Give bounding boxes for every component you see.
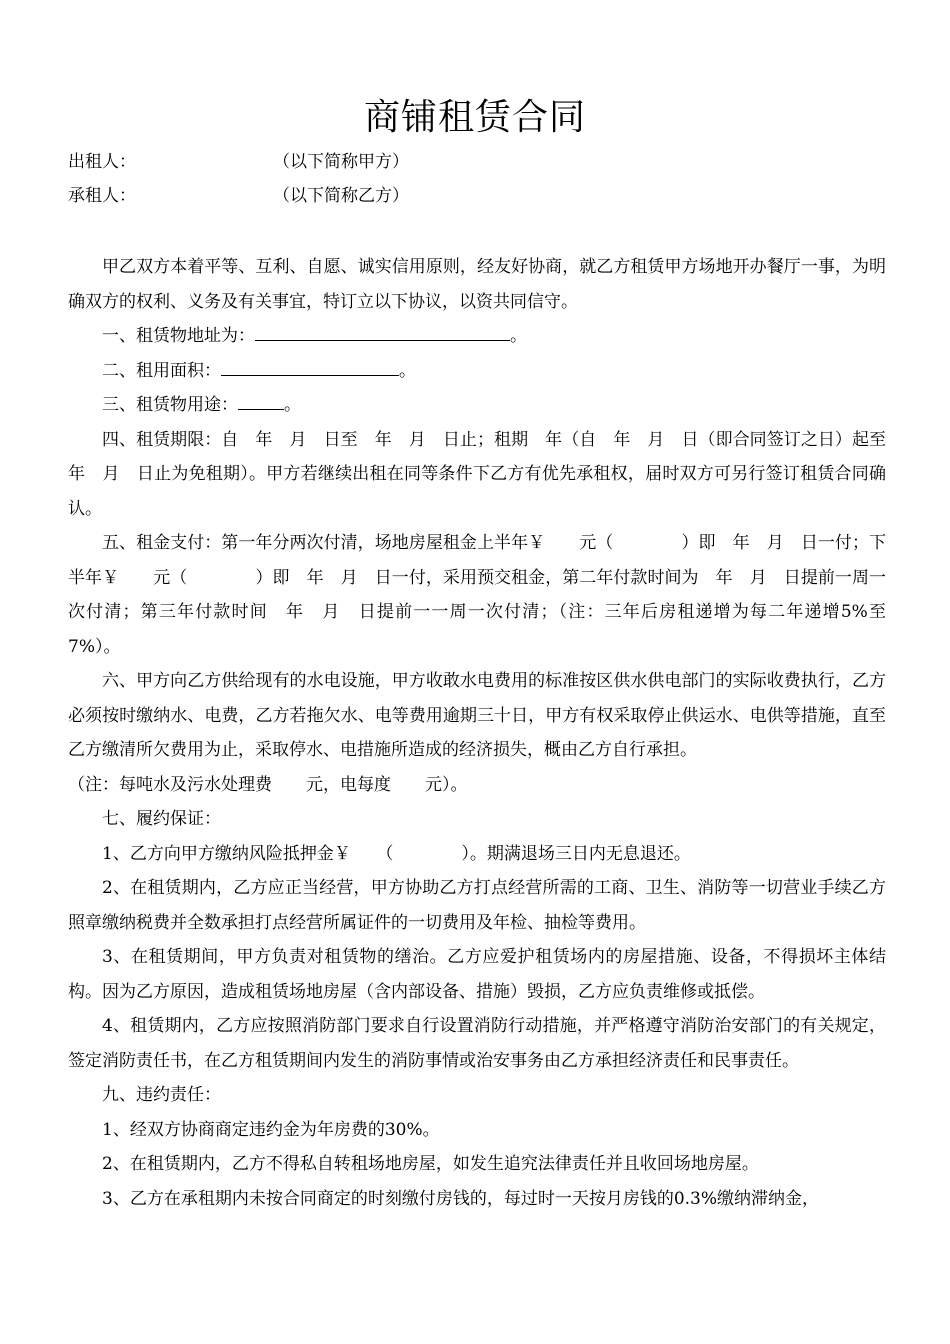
- clause-rent-payment: 五、租金支付：第一年分两次付清，场地房屋租金上半年￥ 元（ ）即 年 月 日一付；下半年￥ 元（ ）即 年 月 日一付，采用预交租金，第二年付款时间为 年 月 日提前一周一次付清；第三年付款时间 年 月 日提前一一周一次付清；（注：三年后房租递增为每二年递增5%至7%）。: [68, 533, 886, 657]
- breach-item-3: 3、乙方在承租期内未按合同商定的时刻缴付房钱的，每过时一天按月房钱的0.3%缴纳滞纳金，: [102, 1188, 820, 1209]
- clause-area-label: 二、租用面积：: [102, 360, 221, 381]
- clause-term: 四、租赁期限：自 年 月 日至 年 月 日止；租期 年（自 年 月 日（即合同签订之日）起至 年 月 日止为免租期）。甲方若继续出租在同等条件下乙方有优先承租权，届时双方可另行签订租赁合同确认。: [68, 429, 903, 519]
- clause-address: [68, 319, 886, 354]
- lessor-line: [68, 150, 409, 174]
- guarantee-item-2: 2、在租赁期内，乙方应正当经营，甲方协助乙方打点经营所需的工商、卫生、消防等一切营业手续乙方照章缴纳税费并全数承担打点经营所属证件的一切费用及年检、抽检等费用。: [68, 878, 886, 933]
- guarantee-item-1: 1、乙方向甲方缴纳风险抵押金￥ （ ）。期满退场三日内无息退还。: [102, 843, 691, 864]
- lessee-line: [68, 184, 409, 208]
- lessor-note: （以下简称甲方）: [273, 152, 409, 172]
- lessee-label: 承租人：: [68, 186, 136, 206]
- clause-breach-heading: 九、违约责任：: [102, 1085, 221, 1105]
- guarantee-item-4: 4、租赁期内，乙方应按照消防部门要求自行设置消防行动措施，并严格遵守消防治安部门的有关规定，签定消防责任书，在乙方租赁期间内发生的消防事情或治安事务由乙方承担经济责任和民事责任。: [68, 1016, 886, 1071]
- clause-address-label: 一、租赁物地址为：: [102, 326, 255, 346]
- lessor-label: 出租人：: [68, 152, 136, 172]
- clause-usage-label: 三、租赁物用途：: [102, 395, 238, 415]
- lessee-note: （以下简称乙方）: [273, 186, 409, 206]
- clause-guarantee-heading: 七、履约保证：: [102, 809, 221, 829]
- clause-area-end: 。: [399, 360, 416, 381]
- document-title: 商铺租赁合同: [363, 97, 586, 138]
- clause-address-end: 。: [510, 326, 527, 346]
- intro-paragraph: 甲乙双方本着平等、互利、自愿、诚实信用原则，经友好协商，就乙方租赁甲方场地开办餐厅一事，为明确双方的权利、义务及有关事宜，特订立以下协议，以资共同信守。: [68, 257, 886, 312]
- guarantee-item-3: 3、在租赁期间，甲方负责对租赁物的缮治。乙方应爱护租赁场内的房屋措施、设备，不得损坏主体结构。因为乙方原因，造成租赁场地房屋（含内部设备、措施）毁损，乙方应负责维修或抵偿。: [68, 947, 886, 1002]
- clause-usage-end: 。: [284, 395, 301, 415]
- contract-body: [68, 250, 903, 1216]
- breach-item-2: 2、在租赁期内，乙方不得私自转租场地房屋，如发生追究法律责任并且收回场地房屋。: [102, 1154, 759, 1174]
- clause-usage: [68, 388, 886, 423]
- clause-area: [68, 354, 886, 389]
- address-blank: [255, 322, 510, 341]
- usage-blank: [238, 391, 284, 410]
- breach-item-1: 1、经双方协商商定违约金为年房费的30%。: [102, 1119, 440, 1140]
- area-blank: [221, 357, 399, 376]
- clause-utilities: 六、甲方向乙方供给现有的水电设施，甲方收敢水电费用的标准按区供水供电部门的实际收费执行，乙方必须按时缴纳水、电费，乙方若拖欠水、电等费用逾期三十日，甲方有权采取停止供运水、电供等措施，直至乙方缴清所欠费用为止，采取停水、电措施所造成的经济损失，概由乙方自行承担。: [68, 671, 886, 760]
- clause-utilities-note: （注：每吨水及污水处理费 元，电每度 元）。: [68, 774, 468, 795]
